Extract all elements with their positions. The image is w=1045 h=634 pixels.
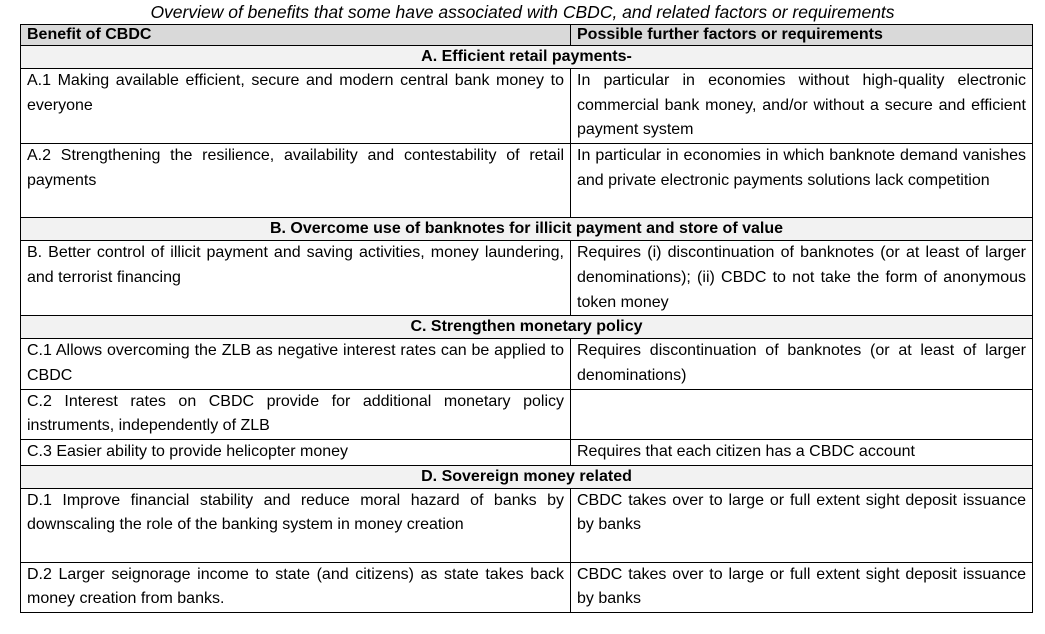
section-row-b — [21, 218, 1033, 241]
table-caption: Overview of benefits that some have associated with CBDC, and related factors or requirements — [150, 2, 895, 22]
section-title: A. Efficient retail payments- — [21, 46, 1033, 69]
factors-cell — [571, 389, 1033, 439]
benefit-cell: D.1 Improve financial stability and reduce moral hazard of banks by downscaling the role of the banking system in money creation — [21, 488, 571, 562]
benefit-cell: C.1 Allows overcoming the ZLB as negative interest rates can be applied to CBDC — [21, 339, 571, 389]
benefit-cell: A.2 Strengthening the resilience, availability and contestability of retail payments — [21, 144, 571, 218]
benefit-cell: B. Better control of illicit payment and saving activities, money laundering, and terrorist financing — [21, 241, 571, 316]
header-factors: Possible further factors or requirements — [571, 25, 1033, 46]
section-row-d — [21, 465, 1033, 488]
benefit-cell: C.2 Interest rates on CBDC provide for additional monetary policy instruments, independently of ZLB — [21, 389, 571, 439]
factors-cell: Requires that each citizen has a CBDC account — [571, 440, 1033, 466]
table-row — [21, 241, 1033, 316]
section-title: D. Sovereign money related — [21, 465, 1033, 488]
table-header-row — [21, 25, 1033, 46]
factors-cell: CBDC takes over to large or full extent sight deposit issuance by banks — [571, 488, 1033, 562]
factors-cell: CBDC takes over to large or full extent sight deposit issuance by banks — [571, 562, 1033, 612]
table-row — [21, 389, 1033, 439]
section-title: B. Overcome use of banknotes for illicit payment and store of value — [21, 218, 1033, 241]
section-row-c — [21, 316, 1033, 339]
factors-cell: Requires (i) discontinuation of banknotes (or at least of larger denominations); (ii) CBDC to not take the form of anonymous token money — [571, 241, 1033, 316]
table-row — [21, 144, 1033, 218]
table-row — [21, 562, 1033, 612]
table-row — [21, 440, 1033, 466]
header-benefit: Benefit of CBDC — [21, 25, 571, 46]
factors-cell: In particular in economies without high-quality electronic commercial bank money, and/or without a secure and efficient payment system — [571, 69, 1033, 144]
section-title: C. Strengthen monetary policy — [21, 316, 1033, 339]
factors-cell: In particular in economies in which banknote demand vanishes and private electronic payments solutions lack competition — [571, 144, 1033, 218]
table-row — [21, 69, 1033, 144]
section-row-a — [21, 46, 1033, 69]
benefit-cell: C.3 Easier ability to provide helicopter money — [21, 440, 571, 466]
benefit-cell: A.1 Making available efficient, secure and modern central bank money to everyone — [21, 69, 571, 144]
table-row — [21, 488, 1033, 562]
benefit-cell: D.2 Larger seignorage income to state (and citizens) as state takes back money creation from banks. — [21, 562, 571, 612]
table-row — [21, 339, 1033, 389]
factors-cell: Requires discontinuation of banknotes (or at least of larger denominations) — [571, 339, 1033, 389]
cbdc-benefits-table — [20, 24, 1033, 613]
